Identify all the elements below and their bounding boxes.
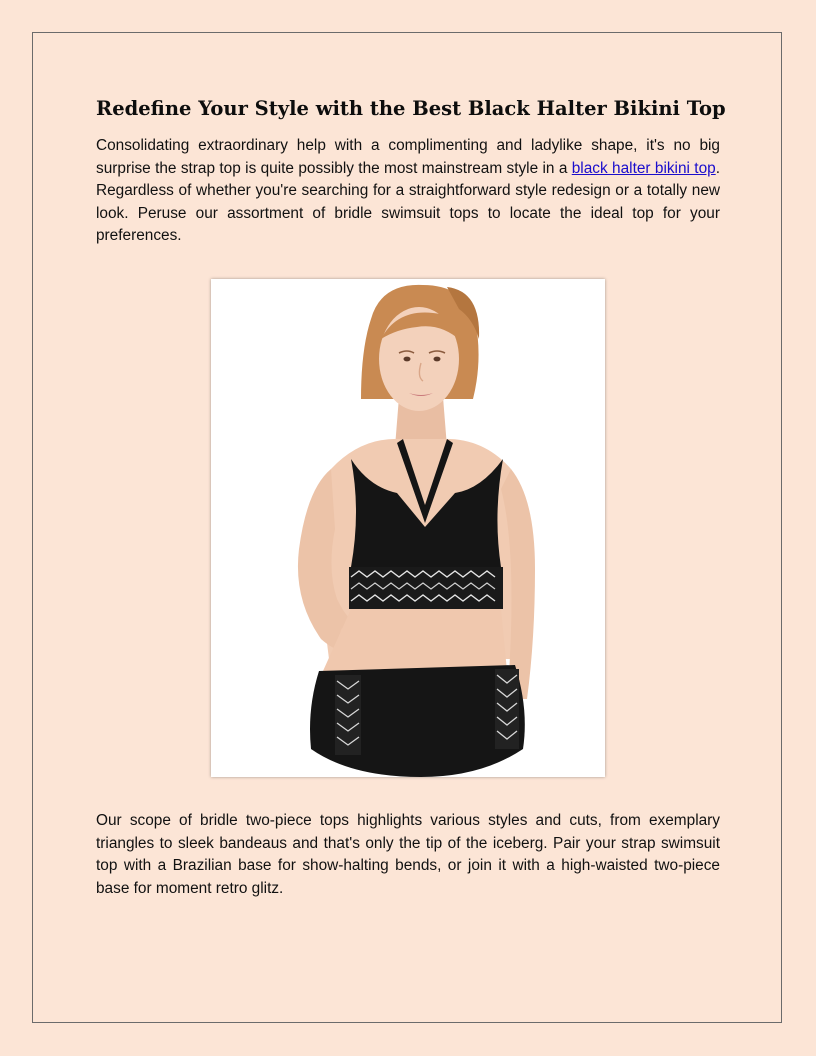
intro-text-after-link: . Regardless of whether you're searching for a straightforward style redesign or a totally new look. Peruse our assortment of bridle swimsuit tops to locate the ideal top for your preferences. [96, 159, 720, 244]
intro-paragraph [96, 135, 720, 248]
intro-text-before-link: Consolidating extraordinary help with a complimenting and ladylike shape, it's no big surprise the strap top is quite possibly the most mainstream style in a [96, 137, 720, 177]
article-title: Redefine Your Style with the Best Black Halter Bikini Top [96, 97, 726, 120]
styles-paragraph: Our scope of bridle two-piece tops highlights various styles and cuts, from exemplary triangles to sleek bandeaus and that's only the tip of the iceberg. Pair your strap swimsuit top with a Brazilian base for show-halting bends, or join it with a high-waisted two-piece base for moment retro glitz. [96, 812, 720, 897]
model-in-bikini-illustration [211, 279, 605, 777]
black-halter-bikini-top-link[interactable]: black halter bikini top [571, 159, 716, 177]
product-photo [211, 279, 605, 777]
